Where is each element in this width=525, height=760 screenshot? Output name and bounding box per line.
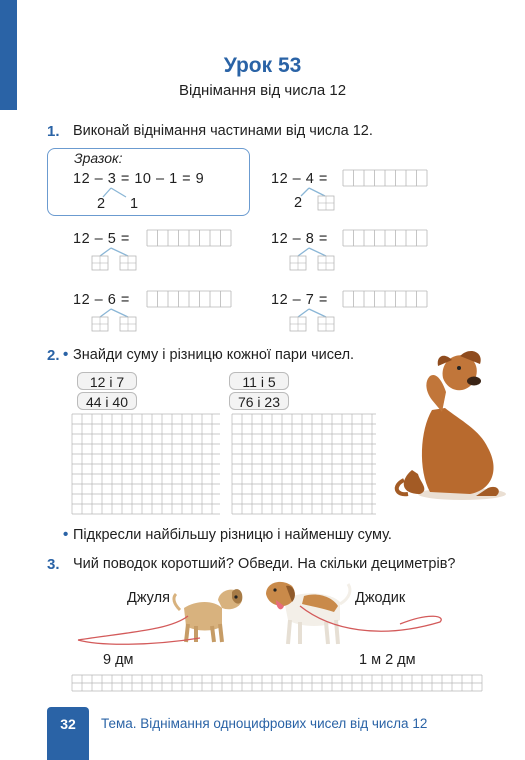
pair-3: 11 і 5 [229,372,289,390]
branches-4 [100,309,128,317]
exercise-4-expr: 12 – 6 = [73,292,130,308]
branches-2 [100,248,128,256]
sitting-dog-illustration [397,351,506,500]
branches-3 [298,248,326,256]
task3-number: 3. [47,556,60,573]
dog1-name: Джуля [127,590,170,606]
leash1-length: 9 дм [103,652,134,668]
exercise-2-expr: 12 – 5 = [73,231,130,247]
leash2-length: 1 м 2 дм [359,652,416,668]
exercise-1-expr: 12 – 4 = [271,171,328,187]
leashes [78,606,441,644]
footer-topic: Тема. Віднімання одноцифрових чисел від числа 12 [101,716,428,731]
answer-cells-5 [343,291,427,307]
part-boxes [92,196,334,331]
sample-part-2: 1 [130,196,139,212]
sample-part-1: 2 [97,196,106,212]
sample-expression: 12 – 3 = 10 – 1 = 9 [73,171,205,187]
task2-text: Знайди суму і різницю кожної пари чисел. [73,347,355,363]
answer-cells-4 [147,291,231,307]
task2-subtask: Підкресли найбільшу різницю і найменшу суму. [73,527,392,543]
exercise-1-hint: 2 [294,195,303,211]
exercise-3-expr: 12 – 8 = [271,231,328,247]
pair-1: 12 і 7 [77,372,137,390]
answer-cells-3 [343,230,427,246]
task2-bullet: • [63,346,69,363]
branches-5 [298,309,326,317]
task2-number: 2. [47,347,60,364]
task1-text: Виконай віднімання частинами від числа 12. [73,123,373,139]
lesson-title: Урок 53 [223,54,302,77]
lesson-subtitle: Віднімання від числа 12 [178,82,347,99]
sample-label: Зразок: [74,150,123,166]
subtask-bullet: • [63,526,69,543]
pair-4: 76 і 23 [229,392,289,410]
exercise-5-expr: 12 – 7 = [271,292,328,308]
branches-1 [301,188,325,196]
dog2-name: Джодик [355,590,406,606]
dog-dzhulia [174,589,242,642]
grid-right [232,414,376,514]
answer-strip [72,675,482,691]
pair-2: 44 і 40 [77,392,137,410]
answer-cells-2 [147,230,231,246]
sample-branches [103,188,126,197]
task1-number: 1. [47,123,60,140]
page-number: 32 [60,716,76,732]
dog-dzhodyk [266,582,350,644]
answer-cells-1 [343,170,427,186]
task3-text: Чий поводок коротший? Обведи. На скільки дециметрів? [73,556,456,572]
grid-left [72,414,220,514]
